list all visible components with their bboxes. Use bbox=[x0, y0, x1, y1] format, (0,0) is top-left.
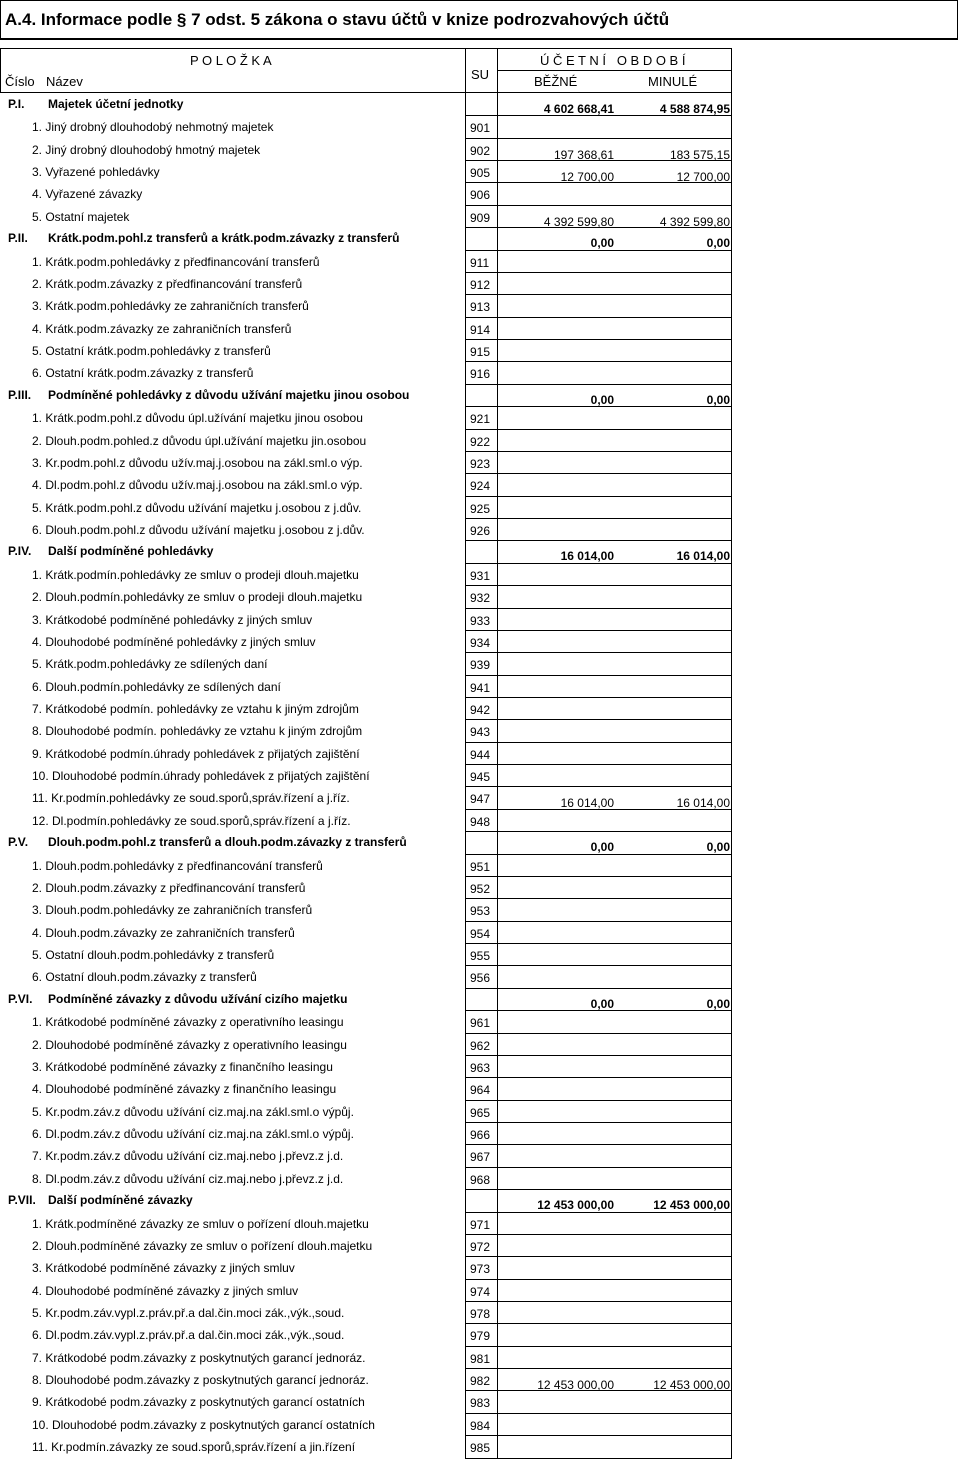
row-previous-value: 4 392 599,80 bbox=[659, 214, 730, 229]
table-row bbox=[0, 1346, 960, 1368]
table-row bbox=[0, 406, 960, 428]
row-su: 965 bbox=[470, 1105, 491, 1120]
divider bbox=[0, 48, 1, 92]
table-row bbox=[0, 1413, 960, 1435]
row-name: 8. Dl.podm.záv.z důvodu užívání ciz.maj.nebo j.převz.z j.d. bbox=[32, 1171, 344, 1186]
row-su: 978 bbox=[470, 1306, 491, 1321]
row-name: 7. Kr.podm.záv.z důvodu užívání ciz.maj.nebo j.převz.z j.d. bbox=[32, 1149, 344, 1164]
table-row bbox=[0, 1323, 960, 1345]
row-current-value: 12 700,00 bbox=[560, 170, 614, 185]
row-name: 8. Dlouhodobé podm.závazky z poskytnutých garancí jednoráz. bbox=[32, 1373, 369, 1388]
table-row bbox=[0, 697, 960, 719]
table-row bbox=[0, 294, 960, 316]
row-name: 11. Kr.podmín.pohledávky ze soud.sporů,správ.řízení a j.říz. bbox=[32, 791, 350, 806]
row-name: 6. Dlouh.podmín.pohledávky ze sdílených daní bbox=[32, 679, 281, 694]
row-su: 974 bbox=[470, 1284, 491, 1299]
row-name: 6. Dl.podm.záv.z důvodu užívání ciz.maj.na zákl.sml.o výpůj. bbox=[32, 1127, 354, 1142]
row-su: 984 bbox=[470, 1418, 491, 1433]
row-current-value: 197 368,61 bbox=[553, 147, 614, 162]
row-su: 961 bbox=[470, 1016, 491, 1031]
page-title: A.4. Informace podle § 7 odst. 5 zákona o stavu účtů v knize podrozvahových účtů bbox=[5, 10, 670, 29]
row-name: 3. Krátkodobé podmíněné závazky z finančního leasingu bbox=[32, 1059, 333, 1074]
row-code: P.V. bbox=[8, 835, 29, 850]
row-name: 3. Krátkodobé podmíněné závazky z jiných smluv bbox=[32, 1261, 295, 1276]
row-name: 12. Dl.podmín.pohledávky ze soud.sporů,správ.řízení a j.říz. bbox=[32, 813, 351, 828]
row-name: 5. Ostatní majetek bbox=[32, 209, 130, 224]
table-row bbox=[0, 160, 960, 185]
table-row bbox=[0, 876, 960, 898]
row-current-value: 16 014,00 bbox=[560, 549, 614, 564]
row-previous-value: 16 014,00 bbox=[676, 549, 730, 564]
row-name: 9. Krátkodobé podmín.úhrady pohledávek z přijatých zajištění bbox=[32, 746, 360, 761]
table-row bbox=[0, 138, 960, 160]
table-row bbox=[0, 182, 960, 204]
section-row bbox=[0, 227, 960, 249]
row-su: 943 bbox=[470, 725, 491, 740]
header-polozka: P O L O Ž K A bbox=[190, 53, 272, 68]
row-name: 6. Ostatní dlouh.podm.závazky z transferů bbox=[32, 970, 257, 985]
row-current-value: 0,00 bbox=[590, 840, 614, 855]
row-current-value: 0,00 bbox=[590, 236, 614, 251]
table-row bbox=[0, 1144, 960, 1166]
row-current-value: 0,00 bbox=[590, 392, 614, 407]
section-row bbox=[0, 831, 960, 853]
row-su: 955 bbox=[470, 949, 491, 964]
row-name: 11. Kr.podmín.závazky ze soud.sporů,správ.řízení a jin.řízení bbox=[32, 1440, 356, 1455]
table-row bbox=[0, 451, 960, 473]
table-row bbox=[0, 496, 960, 518]
section-row bbox=[0, 540, 960, 562]
row-code: P.II. bbox=[8, 231, 28, 246]
row-previous-value: 12 700,00 bbox=[676, 170, 730, 185]
header-bezne: BĚŽNÉ bbox=[534, 74, 578, 89]
row-su: 963 bbox=[470, 1060, 491, 1075]
row-su: 901 bbox=[470, 121, 491, 136]
row-su: 939 bbox=[470, 658, 491, 673]
row-name: 3. Krátk.podm.pohledávky ze zahraničních transferů bbox=[32, 299, 309, 314]
row-su: 972 bbox=[470, 1239, 491, 1254]
row-name: 1. Krátk.podm.pohledávky z předfinancování transferů bbox=[32, 254, 320, 269]
row-name: 5. Krátk.podm.pohledávky ze sdílených daní bbox=[32, 657, 268, 672]
row-name: 3. Kr.podm.pohl.z důvodu užív.maj.j.osobou na zákl.sml.o výp. bbox=[32, 455, 363, 470]
row-name: 6. Dlouh.podm.pohl.z důvodu užívání majetku j.osobou z j.dův. bbox=[32, 523, 365, 538]
table-row bbox=[0, 272, 960, 294]
row-name: 6. Dl.podm.záv.vypl.z.práv.př.a dal.čin.moci zák.,výk.,soud. bbox=[32, 1328, 345, 1343]
table-row bbox=[0, 1435, 960, 1457]
row-su: 926 bbox=[470, 524, 491, 539]
row-name: 2. Krátk.podm.závazky z předfinancování transferů bbox=[32, 276, 303, 291]
row-su: 905 bbox=[470, 166, 491, 181]
row-name: 2. Dlouh.podmíněné závazky ze smluv o pořízení dlouh.majetku bbox=[32, 1238, 373, 1253]
row-su: 968 bbox=[470, 1172, 491, 1187]
row-su: 912 bbox=[470, 277, 491, 292]
row-name: 10. Dlouhodobé podmín.úhrady pohledávek z přijatých zajištění bbox=[32, 769, 370, 784]
table-row bbox=[0, 429, 960, 451]
row-name: 6. Ostatní krátk.podm.závazky z transferů bbox=[32, 366, 254, 381]
row-name: 4. Dl.podm.pohl.z důvodu užív.maj.j.osobou na zákl.sml.o výp. bbox=[32, 478, 363, 493]
row-su: 941 bbox=[470, 680, 491, 695]
row-previous-value: 0,00 bbox=[706, 840, 730, 855]
row-name: 7. Krátkodobé podmín. pohledávky ze vztahu k jiným zdrojům bbox=[32, 701, 359, 716]
table-row bbox=[0, 1077, 960, 1099]
row-previous-value: 0,00 bbox=[706, 996, 730, 1011]
row-su: 933 bbox=[470, 613, 491, 628]
table-row bbox=[0, 764, 960, 786]
row-su: 981 bbox=[470, 1351, 491, 1366]
row-name: 1. Krátkodobé podmíněné závazky z operativního leasingu bbox=[32, 1015, 344, 1030]
row-su: 906 bbox=[470, 188, 491, 203]
row-su: 934 bbox=[470, 635, 491, 650]
row-su: 979 bbox=[470, 1329, 491, 1344]
row-name: Krátk.podm.pohl.z transferů a krátk.podm.závazky z transferů bbox=[48, 231, 400, 246]
header-minule: MINULÉ bbox=[648, 74, 698, 89]
row-su: 983 bbox=[470, 1396, 491, 1411]
row-su: 911 bbox=[470, 255, 490, 270]
row-name: 1. Jiný drobný dlouhodobý nehmotný majetek bbox=[32, 120, 274, 135]
row-name: Majetek účetní jednotky bbox=[48, 97, 184, 111]
row-su: 942 bbox=[470, 702, 491, 717]
row-name: Dlouh.podm.pohl.z transferů a dlouh.podm.závazky z transferů bbox=[48, 835, 407, 850]
table-row bbox=[0, 115, 960, 137]
table-row bbox=[0, 361, 960, 383]
row-su: 921 bbox=[470, 412, 491, 427]
row-previous-value: 183 575,15 bbox=[669, 147, 730, 162]
row-name: 1. Dlouh.podm.pohledávky z předfinancování transferů bbox=[32, 858, 323, 873]
row-name: 2. Jiný drobný dlouhodobý hmotný majetek bbox=[32, 142, 261, 157]
table-row bbox=[0, 719, 960, 741]
row-name: 4. Dlouhodobé podmíněné závazky z jiných smluv bbox=[32, 1283, 299, 1298]
row-su: 913 bbox=[470, 300, 491, 315]
row-name: 3. Vyřazené pohledávky bbox=[32, 165, 160, 180]
row-current-value: 0,00 bbox=[590, 996, 614, 1011]
row-current-value: 12 453 000,00 bbox=[537, 1198, 614, 1213]
row-name: 5. Kr.podm.záv.z důvodu užívání ciz.maj.na zákl.sml.o výpůj. bbox=[32, 1104, 354, 1119]
table-row bbox=[0, 742, 960, 764]
row-code: P.IV. bbox=[8, 544, 32, 559]
row-name: 2. Dlouh.podmín.pohledávky ze smluv o prodeji dlouh.majetku bbox=[32, 590, 363, 605]
section-row bbox=[0, 1189, 960, 1211]
table-row bbox=[0, 473, 960, 495]
table-row bbox=[0, 854, 960, 876]
row-code: P.III. bbox=[8, 387, 32, 402]
row-su: 985 bbox=[470, 1441, 491, 1456]
row-name: 3. Krátkodobé podmíněné pohledávky z jiných smluv bbox=[32, 612, 313, 627]
table-row bbox=[0, 675, 960, 697]
row-name: Podmíněné závazky z důvodu užívání cizího majetku bbox=[48, 991, 348, 1006]
row-code: P.I. bbox=[8, 97, 25, 111]
table-row bbox=[0, 1033, 960, 1055]
row-name: 4. Dlouhodobé podmíněné závazky z finančního leasingu bbox=[32, 1082, 337, 1097]
row-su: 951 bbox=[470, 859, 491, 874]
row-name: 1. Krátk.podmíněné závazky ze smluv o pořízení dlouh.majetku bbox=[32, 1216, 369, 1231]
row-previous-value: 4 588 874,95 bbox=[659, 102, 730, 116]
row-previous-value: 12 453 000,00 bbox=[653, 1378, 730, 1393]
row-name: 4. Vyřazené závazky bbox=[32, 187, 143, 202]
table-row bbox=[0, 339, 960, 361]
table-row bbox=[0, 1100, 960, 1122]
row-name: 2. Dlouhodobé podmíněné závazky z operativního leasingu bbox=[32, 1037, 347, 1052]
row-su: 923 bbox=[470, 456, 491, 471]
row-su: 973 bbox=[470, 1262, 491, 1277]
table-row bbox=[0, 1234, 960, 1256]
row-su: 962 bbox=[470, 1038, 491, 1053]
row-previous-value: 0,00 bbox=[706, 236, 730, 251]
row-su: 948 bbox=[470, 814, 491, 829]
row-su: 922 bbox=[470, 434, 491, 449]
row-su: 947 bbox=[470, 792, 491, 807]
row-current-value: 4 392 599,80 bbox=[543, 214, 614, 229]
row-previous-value: 12 453 000,00 bbox=[653, 1198, 730, 1213]
header-cislo: Číslo bbox=[5, 74, 35, 89]
row-su: 915 bbox=[470, 345, 491, 360]
row-name: 5. Krátk.podm.pohl.z důvodu užívání majetku j.osobou z j.dův. bbox=[32, 500, 362, 515]
row-su: 932 bbox=[470, 591, 491, 606]
row-su: 964 bbox=[470, 1083, 491, 1098]
table-row bbox=[0, 1390, 960, 1412]
row-current-value: 12 453 000,00 bbox=[537, 1378, 614, 1393]
table-row bbox=[0, 943, 960, 965]
table-row bbox=[0, 630, 960, 652]
row-name: Další podmíněné závazky bbox=[48, 1193, 193, 1208]
row-su: 967 bbox=[470, 1150, 491, 1165]
row-su: 931 bbox=[470, 568, 491, 583]
header-nazev: Název bbox=[46, 74, 83, 89]
table-row bbox=[0, 1256, 960, 1278]
row-su: 916 bbox=[470, 367, 491, 382]
row-current-value: 16 014,00 bbox=[560, 796, 614, 811]
row-name: 7. Krátkodobé podm.závazky z poskytnutých garancí jednoráz. bbox=[32, 1350, 366, 1365]
row-su: 945 bbox=[470, 770, 491, 785]
table-row bbox=[0, 563, 960, 585]
row-su: 944 bbox=[470, 747, 491, 762]
table-row bbox=[0, 921, 960, 943]
row-su: 909 bbox=[470, 210, 491, 225]
table-row bbox=[0, 965, 960, 987]
table-row bbox=[0, 1212, 960, 1234]
table-row bbox=[0, 1122, 960, 1144]
row-name: Další podmíněné pohledávky bbox=[48, 544, 214, 559]
table-row bbox=[0, 518, 960, 540]
row-name: 1. Krátk.podmín.pohledávky ze smluv o prodeji dlouh.majetku bbox=[32, 567, 359, 582]
row-name: 4. Krátk.podm.závazky ze zahraničních transferů bbox=[32, 321, 292, 336]
row-previous-value: 16 014,00 bbox=[676, 796, 730, 811]
table-row bbox=[0, 1055, 960, 1077]
row-name: 2. Dlouh.podm.pohled.z důvodu úpl.užívání majetku jin.osobou bbox=[32, 433, 367, 448]
row-name: 10. Dlouhodobé podm.závazky z poskytnutých garancí ostatních bbox=[32, 1417, 375, 1432]
row-su: 954 bbox=[470, 926, 491, 941]
section-row bbox=[0, 384, 960, 406]
table-row bbox=[0, 786, 960, 811]
row-su: 902 bbox=[470, 143, 491, 158]
row-su: 956 bbox=[470, 971, 491, 986]
row-name: 5. Kr.podm.záv.vypl.z.práv.př.a dal.čin.moci zák.,výk.,soud. bbox=[32, 1305, 345, 1320]
row-name: 5. Ostatní krátk.podm.pohledávky z transferů bbox=[32, 344, 271, 359]
section-row bbox=[0, 988, 960, 1010]
divider bbox=[0, 48, 732, 49]
row-name: 4. Dlouhodobé podmíněné pohledávky z jiných smluv bbox=[32, 634, 316, 649]
row-su: 971 bbox=[470, 1217, 491, 1232]
row-su: 982 bbox=[470, 1374, 491, 1389]
row-su: 914 bbox=[470, 322, 491, 337]
row-su: 924 bbox=[470, 479, 491, 494]
table-row bbox=[0, 205, 960, 227]
row-name: 4. Dlouh.podm.závazky ze zahraničních transferů bbox=[32, 925, 295, 940]
row-current-value: 4 602 668,41 bbox=[543, 102, 614, 116]
row-code: P.VII. bbox=[8, 1193, 36, 1208]
header-su: SU bbox=[471, 67, 490, 82]
row-su: 925 bbox=[470, 501, 491, 516]
row-name: Podmíněné pohledávky z důvodu užívání majetku jinou osobou bbox=[48, 387, 410, 402]
row-su: 953 bbox=[470, 904, 491, 919]
table-row bbox=[0, 1010, 960, 1032]
table-row bbox=[0, 317, 960, 339]
table-row bbox=[0, 809, 960, 831]
table-row bbox=[0, 1167, 960, 1189]
row-name: 8. Dlouhodobé podmín. pohledávky ze vztahu k jiným zdrojům bbox=[32, 724, 363, 739]
table-row bbox=[0, 1301, 960, 1323]
row-name: 3. Dlouh.podm.pohledávky ze zahraničních transferů bbox=[32, 903, 313, 918]
table-row bbox=[0, 898, 960, 920]
row-previous-value: 0,00 bbox=[706, 392, 730, 407]
divider bbox=[497, 70, 732, 71]
table-row bbox=[0, 652, 960, 674]
table-row bbox=[0, 585, 960, 607]
row-name: 2. Dlouh.podm.závazky z předfinancování transferů bbox=[32, 880, 306, 895]
row-name: 5. Ostatní dlouh.podm.pohledávky z transferů bbox=[32, 948, 275, 963]
header-obdobi: Ú Č E T N Í O B D O B Í bbox=[540, 53, 686, 68]
section-row bbox=[0, 93, 960, 115]
row-su: 966 bbox=[470, 1128, 491, 1143]
row-name: 9. Krátkodobé podm.závazky z poskytnutých garancí ostatních bbox=[32, 1395, 365, 1410]
table-row bbox=[0, 1368, 960, 1393]
row-name: 1. Krátk.podm.pohl.z důvodu úpl.užívání majetku jinou osobou bbox=[32, 411, 363, 426]
table-row bbox=[0, 1279, 960, 1301]
row-su: 952 bbox=[470, 881, 491, 896]
table-row bbox=[0, 250, 960, 272]
table-row bbox=[0, 608, 960, 630]
row-code: P.VI. bbox=[8, 991, 33, 1006]
